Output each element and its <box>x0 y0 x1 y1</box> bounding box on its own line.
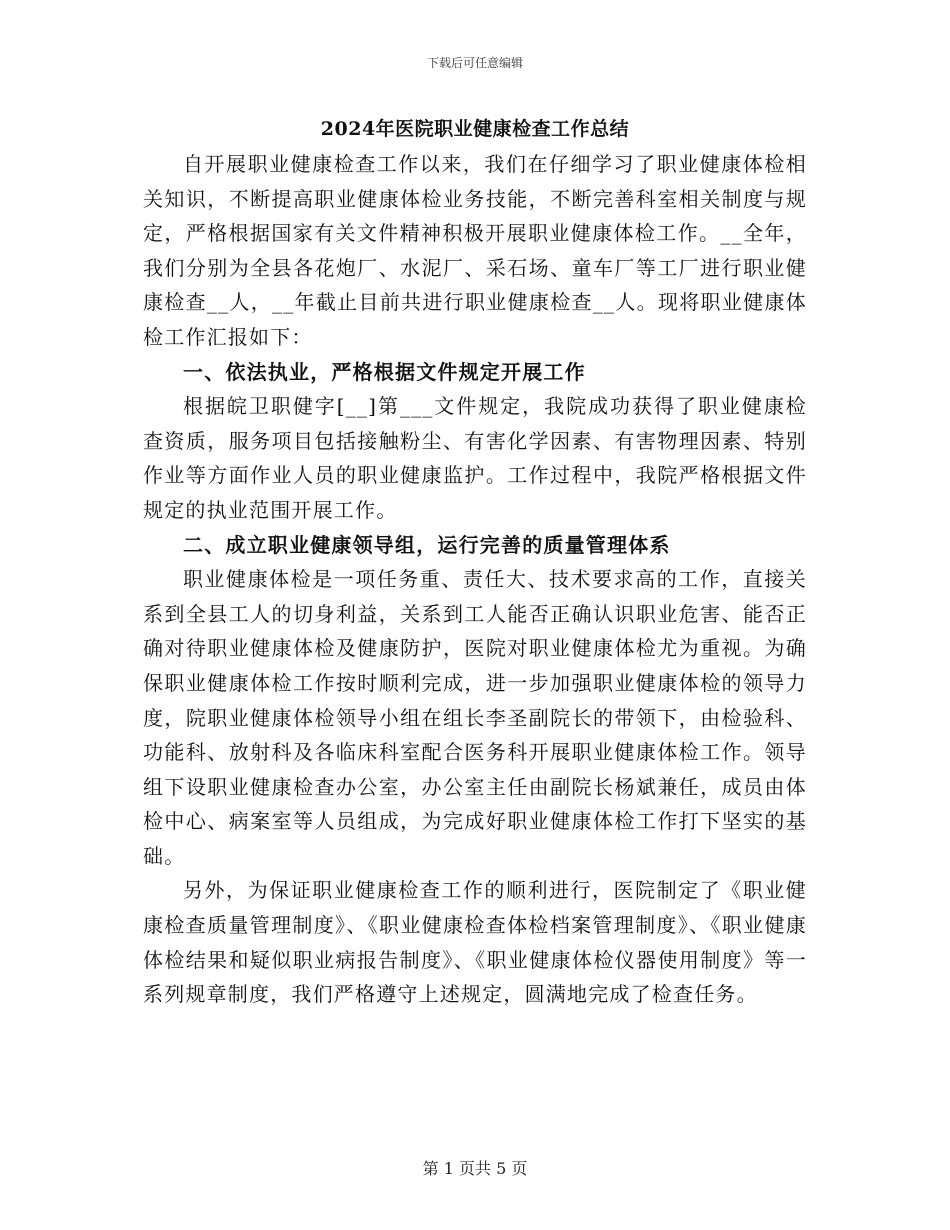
page-header-note: 下载后可任意编辑 <box>426 56 523 70</box>
document-title: 2024年医院职业健康检查工作总结 <box>320 118 630 140</box>
page-footer-number: 第 1 页共 5 页 <box>422 1159 528 1178</box>
section-1-heading: 一、依法执业，严格根据文件规定开展工作 <box>183 359 586 384</box>
intro-paragraph: 自开展职业健康检查工作以来，我们在仔细学习了职业健康体检相关知识，不断提高职业健康体检业务技能，不断完善科室相关制度与规定，严格根据国家有关文件精神积极开展职业健康体检工作。__全年，我们分别为全县各花炮厂、水泥厂、采石场、童车厂等工厂进行职业健康检查__人，__年截止目前共进行职业健康检查__人。现将职业健康体检工作汇报如下： <box>143 152 807 349</box>
section-2-paragraph-2: 另外，为保证职业健康检查工作的顺利进行，医院制定了《职业健康检查质量管理制度》、《职业健康检查体检档案管理制度》、《职业健康体检结果和疑似职业病报告制度》、《职业健康体检仪器使用制度》等一系列规章制度，我们严格遵守上述规定，圆满地完成了检查任务。 <box>143 878 807 1007</box>
section-1-paragraph: 根据皖卫职健字[__]第___文件规定，我院成功获得了职业健康检查资质，服务项目包括接触粉尘、有害化学因素、有害物理因素、特别作业等方面作业人员的职业健康监护。工作过程中，我院严格根据文件规定的执业范围开展工作。 <box>143 394 807 522</box>
section-2-heading: 二、成立职业健康领导组，运行完善的质量管理体系 <box>183 532 671 557</box>
section-2-paragraph-1: 职业健康体检是一项任务重、责任大、技术要求高的工作，直接关系到全县工人的切身利益，关系到工人能否正确认识职业危害、能否正确对待职业健康体检及健康防护，医院对职业健康体检尤为重视。为确保职业健康体检工作按时顺利完成，进一步加强职业健康体检的领导力度，院职业健康体检领导小组在组长李圣副院长的带领下，由检验科、功能科、放射科及各临床科室配合医务科开展职业健康体检工作。领导组下设职业健康检查办公室，办公室主任由副院长杨斌兼任，成员由体检中心、病案室等人员组成，为完成好职业健康体检工作打下坚实的基础。 <box>143 567 807 868</box>
document-body <box>143 147 807 1012</box>
